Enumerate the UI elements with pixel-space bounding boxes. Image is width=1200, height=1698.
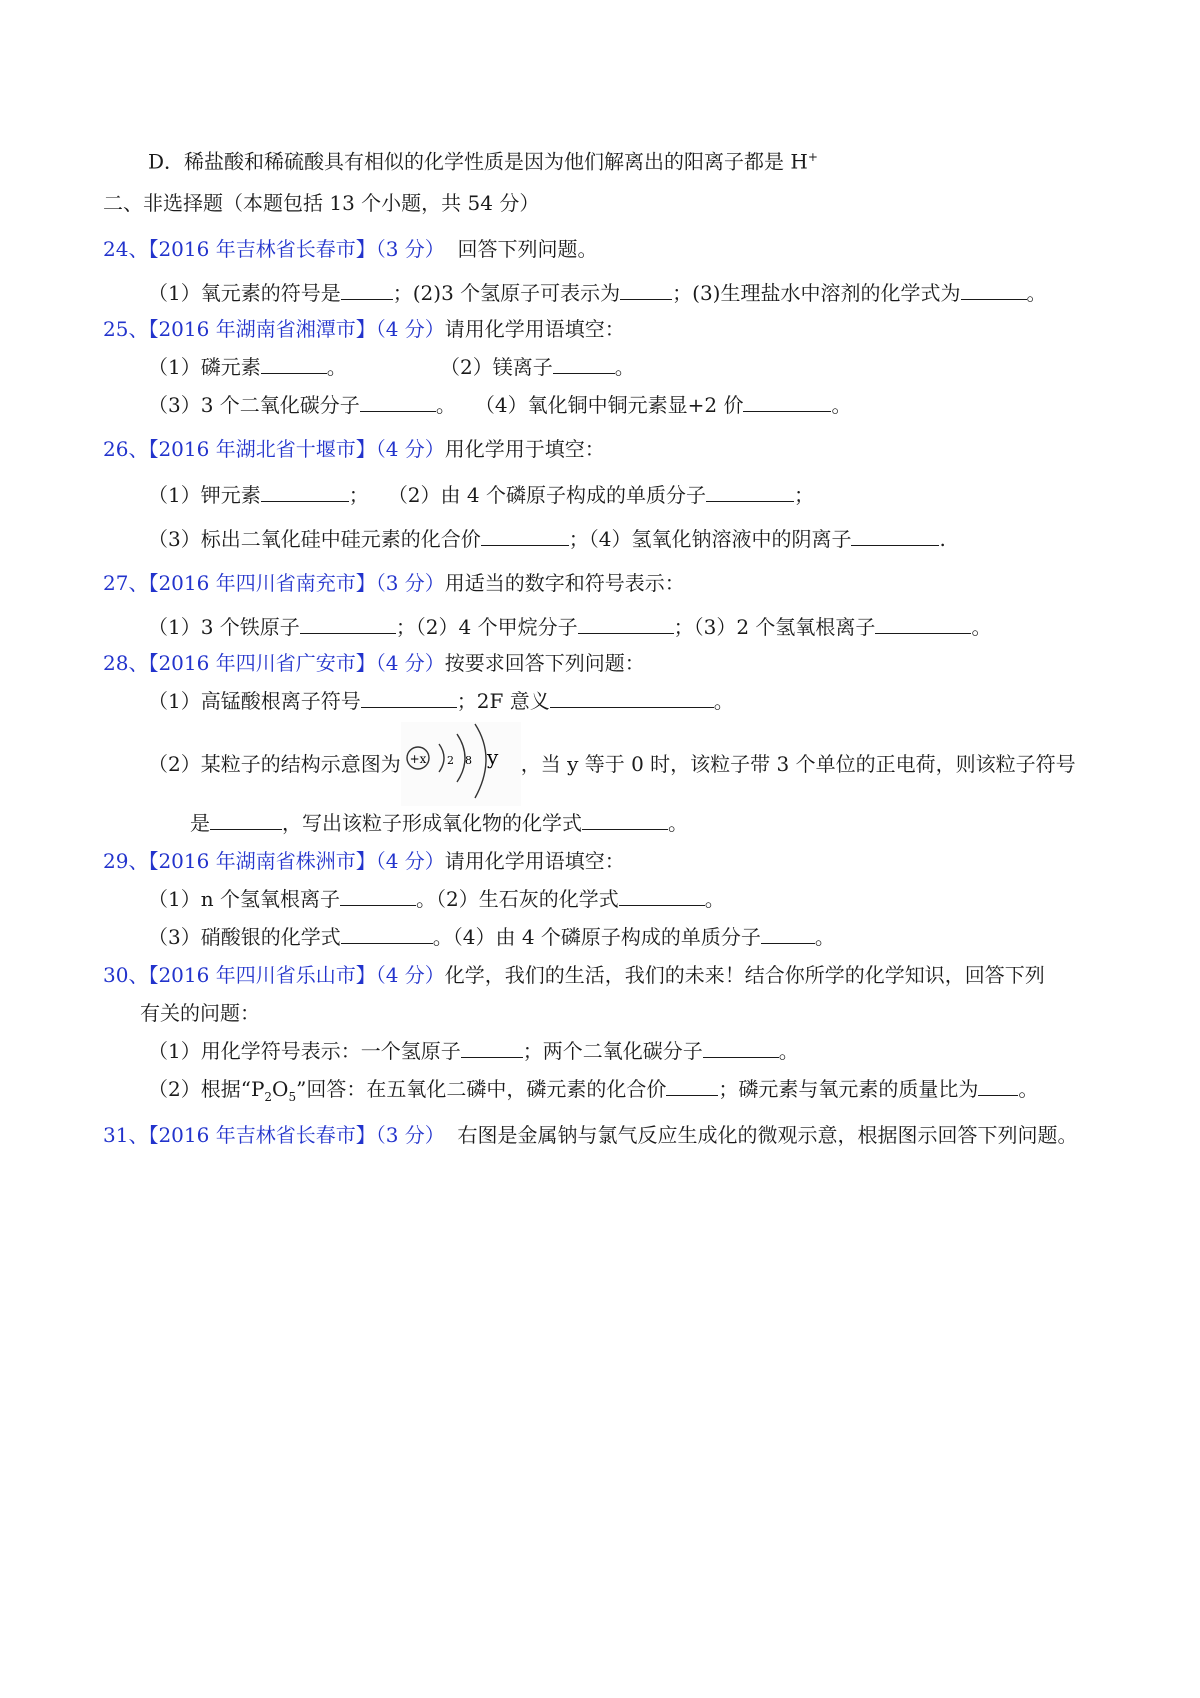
answer-blank[interactable] — [578, 615, 674, 634]
q30-part4: ”回答：在五氧化二磷中，磷元素的化合价 — [296, 1077, 667, 1101]
q29-part1: （1）n 个氢氧根离子 — [148, 887, 340, 911]
answer-blank[interactable] — [761, 925, 815, 944]
question-25-header — [103, 316, 625, 342]
section-title: 二、非选择题（本题包括 13 个小题，共 54 分） — [103, 191, 540, 215]
q28-source: 【2016 年四川省广安市】（4 分） — [148, 651, 445, 675]
answer-blank[interactable] — [261, 483, 349, 502]
answer-blank[interactable] — [703, 1039, 779, 1058]
q29-part4: 。（4）由 4 个磷原子构成的单质分子 — [432, 925, 761, 949]
q25-part3: （3）3 个二氧化碳分子 — [148, 393, 360, 417]
answer-blank[interactable] — [619, 887, 705, 906]
answer-blank[interactable] — [961, 281, 1027, 300]
q30-part1: （1）用化学符号表示：一个氢原子 — [148, 1039, 461, 1063]
q27-part2: ；（2）4 个甲烷分子 — [395, 615, 578, 639]
answer-blank[interactable] — [361, 689, 457, 708]
answer-blank[interactable] — [461, 1039, 523, 1058]
q29-number: 29、 — [103, 849, 149, 873]
q30-part5: ；磷元素与氧元素的质量比为 — [718, 1077, 979, 1101]
question-27-line-1 — [148, 614, 991, 640]
question-30-header — [103, 962, 1045, 988]
answer-blank[interactable] — [340, 887, 416, 906]
q28-part6-end: 。 — [668, 811, 688, 835]
q28-part1: （1）高锰酸根离子符号 — [148, 689, 361, 713]
question-30-header-cont: 有关的问题： — [140, 1001, 260, 1025]
answer-blank[interactable] — [341, 925, 433, 944]
nucleus-charge-label: +x — [409, 751, 427, 766]
q30-part2-end: 。 — [778, 1039, 799, 1063]
q26-part1-end: ； — [348, 483, 369, 507]
question-28-line-1 — [148, 688, 734, 714]
q27-part1: （1）3 个铁原子 — [148, 615, 300, 639]
answer-blank[interactable] — [341, 281, 393, 300]
q28-part6: ，写出该粒子形成氧化物的化学式 — [282, 811, 582, 835]
shell-2-electrons: 8 — [464, 753, 472, 767]
p2o5-sub-2: 2 — [264, 1090, 273, 1104]
q29-prompt: 请用化学用语填空： — [444, 849, 625, 873]
q29-part3: （3）硝酸银的化学式 — [148, 925, 341, 949]
q24-prompt: 回答下列问题。 — [457, 237, 598, 261]
q28-part5: 是 — [190, 811, 210, 835]
q28-part3: （2）某粒子的结构示意图为 — [148, 752, 401, 776]
question-28-line-2 — [148, 722, 1076, 808]
answer-blank[interactable] — [210, 811, 282, 830]
q26-part2-end: ； — [793, 483, 814, 507]
q25-source: 【2016 年湖南省湘潭市】（4 分） — [148, 317, 445, 341]
q26-source: 【2016 年湖北省十堰市】（4 分） — [148, 437, 445, 461]
q24-number: 24、 — [103, 237, 149, 261]
answer-blank[interactable] — [875, 615, 971, 634]
shell-3-electrons: y — [486, 744, 499, 769]
answer-blank[interactable] — [743, 393, 831, 412]
q28-part2-end: 。 — [713, 689, 734, 713]
q26-part1: （1）钾元素 — [148, 483, 261, 507]
q31-prompt: 右图是金属钠与氯气反应生成化的微观示意，根据图示回答下列问题。 — [457, 1123, 1078, 1147]
shell-1-electrons: 2 — [446, 753, 454, 767]
q28-part4: ，当 y 等于 0 时，该粒子带 3 个单位的正电荷，则该粒子符号 — [520, 752, 1076, 776]
q24-source: 【2016 年吉林省长春市】（3 分） — [148, 237, 445, 261]
answer-blank[interactable] — [553, 355, 615, 374]
answer-blank[interactable] — [978, 1077, 1018, 1096]
q26-number: 26、 — [103, 437, 149, 461]
question-29-header — [103, 848, 625, 874]
question-31-header — [103, 1122, 1078, 1148]
q27-prompt: 用适当的数字和符号表示： — [444, 571, 685, 595]
q25-part1-end: 。 — [326, 355, 347, 379]
q30-source: 【2016 年四川省乐山市】（4 分） — [148, 963, 445, 987]
q29-part2-end: 。 — [704, 887, 725, 911]
answer-blank[interactable] — [550, 689, 714, 708]
q28-prompt: 按要求回答下列问题： — [444, 651, 645, 675]
q25-part4: （4）氧化铜中铜元素显+2 价 — [474, 393, 744, 417]
q30-prompt: 化学，我们的生活，我们的未来！结合你所学的化学知识，回答下列 — [444, 963, 1045, 987]
q27-source: 【2016 年四川省南充市】（3 分） — [148, 571, 445, 595]
q30-part3: （2）根据“P — [148, 1077, 265, 1101]
q30-part2: ；两个二氧化碳分子 — [522, 1039, 703, 1063]
question-25-line-1a — [148, 354, 347, 380]
q26-end: . — [939, 527, 946, 551]
q31-number: 31、 — [103, 1123, 149, 1147]
question-28-header — [103, 650, 645, 676]
question-28-line-3 — [190, 810, 688, 836]
h-ion-charge: + — [807, 150, 818, 164]
q31-source: 【2016 年吉林省长春市】（3 分） — [148, 1123, 445, 1147]
answer-blank[interactable] — [261, 355, 327, 374]
q29-source: 【2016 年湖南省株洲市】（4 分） — [148, 849, 445, 873]
answer-blank[interactable] — [481, 527, 569, 546]
q30-number: 30、 — [103, 963, 149, 987]
q24-end: 。 — [1026, 281, 1047, 305]
answer-blank[interactable] — [620, 281, 672, 300]
q29-part4-end: 。 — [814, 925, 835, 949]
answer-blank[interactable] — [582, 811, 668, 830]
question-26-header — [103, 436, 605, 462]
question-30-line-1 — [148, 1038, 799, 1064]
q26-part4: ；（4）氢氧化钠溶液中的阴离子 — [568, 527, 852, 551]
q28-number: 28、 — [103, 651, 149, 675]
question-26-line-2 — [148, 526, 946, 552]
q25-part1: （1）磷元素 — [148, 355, 261, 379]
answer-blank[interactable] — [360, 393, 436, 412]
q26-prompt: 用化学用于填空： — [444, 437, 605, 461]
question-29-line-2 — [148, 924, 835, 950]
q29-part2: 。（2）生石灰的化学式 — [415, 887, 619, 911]
q25-part3-end: 。 — [435, 393, 456, 417]
question-30-line-2 — [148, 1076, 1038, 1110]
q27-part3: ；（3）2 个氢氧根离子 — [673, 615, 876, 639]
question-29-line-1 — [148, 886, 725, 912]
q27-number: 27、 — [103, 571, 149, 595]
question-25-line-2 — [148, 392, 851, 418]
q28-part2: ；2F 意义 — [456, 689, 550, 713]
option-d-text: D．稀盐酸和稀硫酸具有相似的化学性质是因为他们解离出的阳离子都是 H — [148, 149, 808, 174]
option-d — [148, 144, 818, 175]
p2o5-sub-5: 5 — [288, 1090, 297, 1104]
q26-part2: （2）由 4 个磷原子构成的单质分子 — [387, 483, 706, 507]
q24-part3: ；(3)生理盐水中溶剂的化学式为 — [672, 281, 961, 305]
answer-blank[interactable] — [300, 615, 396, 634]
q25-part2: （2）镁离子 — [440, 355, 553, 379]
q26-part3: （3）标出二氧化硅中硅元素的化合价 — [148, 527, 481, 551]
answer-blank[interactable] — [666, 1077, 718, 1096]
question-24-header — [103, 236, 598, 262]
question-26-line-1 — [148, 482, 814, 508]
q24-part1: （1）氧元素的符号是 — [148, 281, 341, 305]
q25-part2-end: 。 — [614, 355, 635, 379]
q24-part2: ；(2)3 个氢原子可表示为 — [392, 281, 621, 305]
question-25-line-1b — [440, 354, 635, 380]
q25-part4-end: 。 — [831, 393, 852, 417]
answer-blank[interactable] — [706, 483, 794, 502]
p2o5-o: O — [272, 1077, 289, 1101]
q27-end: 。 — [971, 615, 992, 639]
question-27-header — [103, 570, 685, 596]
answer-blank[interactable] — [851, 527, 939, 546]
atom-structure-diagram — [401, 722, 521, 806]
q30-part5-end: 。 — [1018, 1077, 1039, 1101]
q25-prompt: 请用化学用语填空： — [444, 317, 625, 341]
question-24-line-1 — [148, 280, 1047, 306]
q25-number: 25、 — [103, 317, 149, 341]
